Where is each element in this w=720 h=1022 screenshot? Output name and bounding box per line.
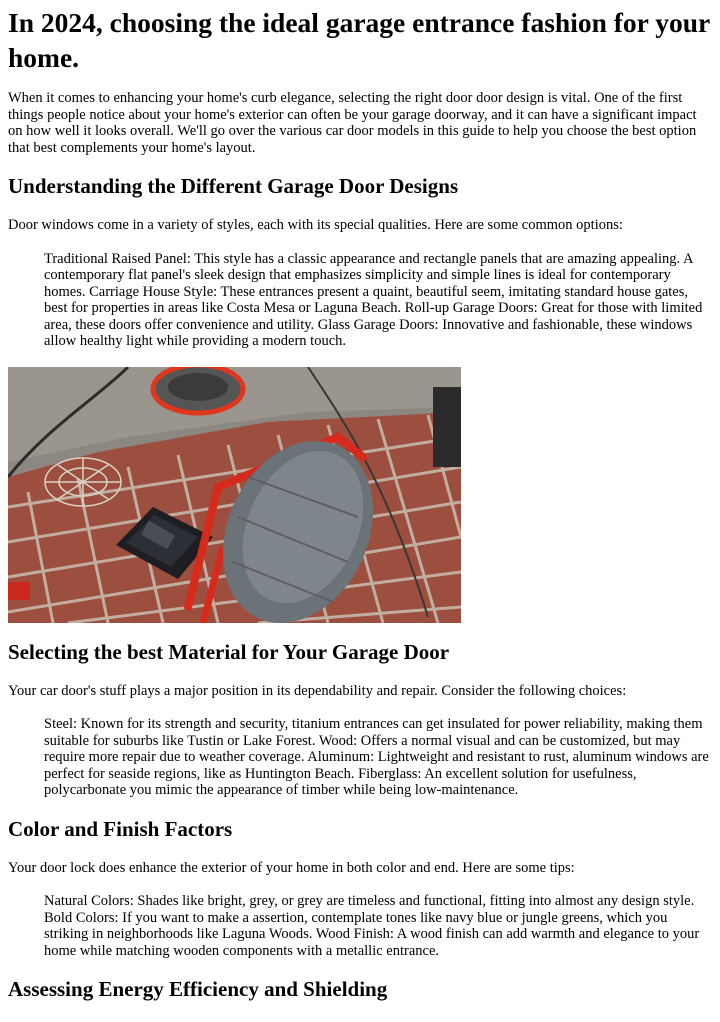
page-title: In 2024, choosing the ideal garage entrance fashion for your home. — [8, 7, 710, 73]
section-heading-energy: Assessing Energy Efficiency and Shielding — [8, 977, 388, 1001]
section-lead-color: Your door lock does enhance the exterior of your home in both color and end. Here are some tips: — [8, 859, 575, 876]
section-heading-color: Color and Finish Factors — [8, 816, 233, 841]
article — [0, 5, 720, 1003]
sewer-camera-photo — [8, 367, 461, 623]
section-lead-material: Your car door's stuff plays a major position in its dependability and repair. Consider the following choices: — [8, 682, 627, 699]
section-lead-designs: Door windows come in a variety of styles, each with its special qualities. Here are some common options: — [8, 217, 623, 233]
intro-paragraph: When it comes to enhancing your home's curb elegance, selecting the right door door design is vital. One of the first things people notice about your home's exterior can often be your garage doorway, and it can have a significant impact on how well it looks overall. We'll go over the various car door models in this guide to help you choose the best option that best complements your home's layout. — [8, 90, 697, 156]
section-quote-material: Steel: Known for its strength and security, titanium entrances can get insulated for power reliability, making them suitable for suburbs like Tustin or Lake Forest. Wood: Offers a normal visual and can be customized, but may require more repair due to weather coverage. Aluminum: Lightweight and resistant to rust, aluminum windows are perfect for seaside regions, like as Huntington Beach. Fiberglass: An excellent solution for usefulness, polycarbonate you mimic the appearance of timber while being low-maintenance. — [44, 716, 709, 798]
section-heading-designs: Understanding the Different Garage Door Designs — [8, 174, 459, 198]
section-heading-material: Selecting the best Material for Your Garage Door — [8, 639, 450, 664]
section-quote-designs: Traditional Raised Panel: This style has a classic appearance and rectangle panels that are amazing appealing. A contemporary flat panel's sleek design that emphasizes simplicity and simple lines is ideal for contemporary homes. Carriage House Style: These entrances present a quaint, beautiful seem, imitating standard house gates, best for properties in areas like Costa Mesa or Laguna Beach. Roll-up Garage Doors: Great for those with limited area, these doors offer convenience and utility. Glass Garage Doors: Innovative and fashionable, these windows allow healthy light while providing a modern touch. — [44, 250, 703, 349]
section-quote-color: Natural Colors: Shades like bright, grey, or grey are timeless and functional, fitting into almost any design style. Bold Colors: If you want to make a assertion, contemplate tones like navy blue or jungle greens, which you striking in neighborhoods like Laguna Woods. Wood Finish: A wood finish can add warmth and elegance to your home while matching wooden components with a metallic entrance. — [44, 893, 700, 959]
